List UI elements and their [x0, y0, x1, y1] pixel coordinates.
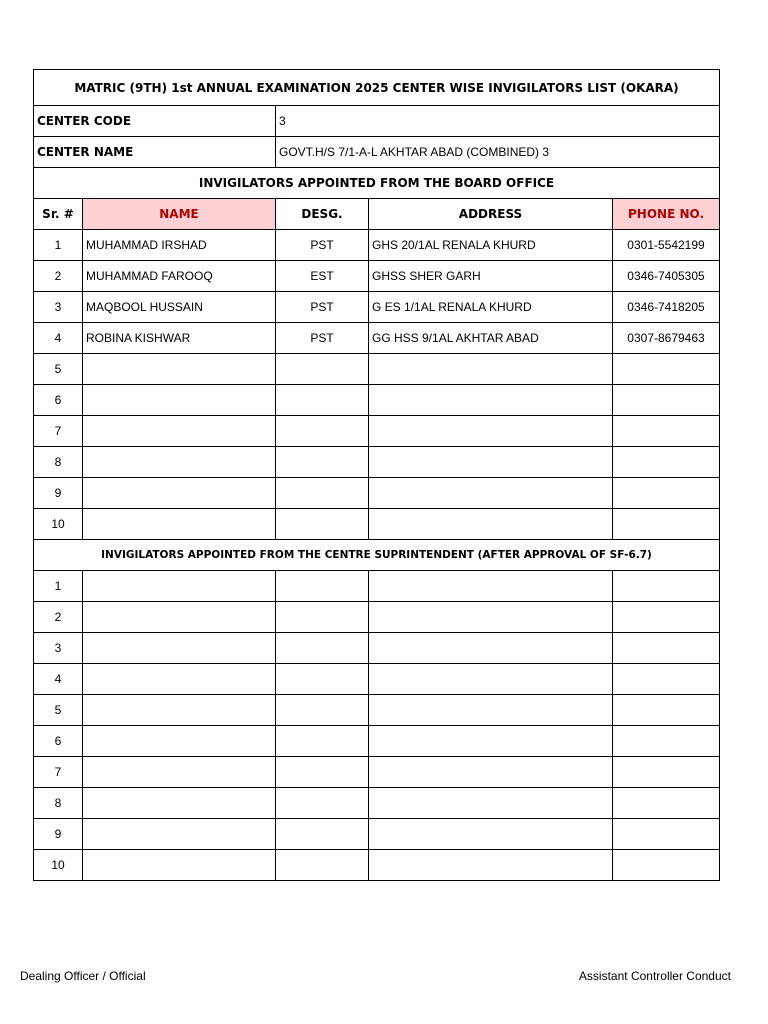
- phone-cell: 0307-8679463: [613, 323, 720, 354]
- sr-cell: 4: [34, 664, 83, 695]
- phone-cell: [613, 788, 720, 819]
- footer-assistant-controller: Assistant Controller Conduct: [578, 969, 731, 983]
- name-cell: [83, 664, 276, 695]
- table-row: [34, 292, 720, 323]
- phone-cell: [613, 385, 720, 416]
- name-cell: [83, 788, 276, 819]
- phone-cell: [613, 478, 720, 509]
- address-cell: [369, 354, 613, 385]
- desg-cell: PST: [276, 292, 369, 323]
- address-cell: [369, 819, 613, 850]
- name-cell: [83, 385, 276, 416]
- name-cell: MUHAMMAD IRSHAD: [83, 230, 276, 261]
- address-cell: [369, 788, 613, 819]
- phone-cell: [613, 633, 720, 664]
- sr-cell: 2: [34, 261, 83, 292]
- invigilators-sheet: [33, 69, 720, 881]
- table-row: [34, 602, 720, 633]
- address-cell: GG HSS 9/1AL AKHTAR ABAD: [369, 323, 613, 354]
- centre-section-row: [34, 540, 720, 571]
- document-title: MATRIC (9TH) 1st ANNUAL EXAMINATION 2025 CENTER WISE INVIGILATORS LIST (OKARA): [34, 70, 720, 106]
- sr-cell: 9: [34, 478, 83, 509]
- header-row: [34, 199, 720, 230]
- desg-cell: [276, 633, 369, 664]
- table-row: [34, 695, 720, 726]
- address-cell: [369, 850, 613, 881]
- title-row: [34, 70, 720, 106]
- name-cell: [83, 757, 276, 788]
- address-cell: [369, 509, 613, 540]
- name-cell: [83, 509, 276, 540]
- center-name-label: CENTER NAME: [34, 137, 276, 168]
- name-cell: [83, 602, 276, 633]
- sr-cell: 8: [34, 447, 83, 478]
- desg-cell: [276, 695, 369, 726]
- sr-cell: 1: [34, 230, 83, 261]
- sr-cell: 7: [34, 757, 83, 788]
- address-cell: GHSS SHER GARH: [369, 261, 613, 292]
- sr-cell: 10: [34, 509, 83, 540]
- address-cell: [369, 664, 613, 695]
- desg-cell: [276, 478, 369, 509]
- table-row: [34, 354, 720, 385]
- table-row: [34, 478, 720, 509]
- phone-cell: 0346-7418205: [613, 292, 720, 323]
- address-cell: [369, 447, 613, 478]
- address-cell: G ES 1/1AL RENALA KHURD: [369, 292, 613, 323]
- phone-cell: [613, 695, 720, 726]
- desg-cell: [276, 571, 369, 602]
- header-phone: PHONE NO.: [613, 199, 720, 230]
- address-cell: [369, 633, 613, 664]
- address-cell: [369, 385, 613, 416]
- desg-cell: [276, 757, 369, 788]
- name-cell: [83, 354, 276, 385]
- footer-dealing-officer: Dealing Officer / Official: [20, 969, 146, 983]
- table-row: [34, 509, 720, 540]
- name-cell: [83, 447, 276, 478]
- name-cell: [83, 850, 276, 881]
- name-cell: [83, 478, 276, 509]
- sr-cell: 6: [34, 385, 83, 416]
- sr-cell: 3: [34, 292, 83, 323]
- name-cell: MUHAMMAD FAROOQ: [83, 261, 276, 292]
- table-row: [34, 850, 720, 881]
- name-cell: [83, 416, 276, 447]
- sr-cell: 9: [34, 819, 83, 850]
- table-row: [34, 323, 720, 354]
- sr-cell: 6: [34, 726, 83, 757]
- phone-cell: [613, 509, 720, 540]
- table-row: [34, 633, 720, 664]
- desg-cell: [276, 354, 369, 385]
- address-cell: [369, 726, 613, 757]
- header-name: NAME: [83, 199, 276, 230]
- table-row: [34, 230, 720, 261]
- sr-cell: 2: [34, 602, 83, 633]
- table-row: [34, 261, 720, 292]
- sr-cell: 4: [34, 323, 83, 354]
- address-cell: [369, 602, 613, 633]
- sr-cell: 10: [34, 850, 83, 881]
- table-row: [34, 819, 720, 850]
- address-cell: GHS 20/1AL RENALA KHURD: [369, 230, 613, 261]
- sr-cell: 1: [34, 571, 83, 602]
- center-name-row: [34, 137, 720, 168]
- center-code-row: [34, 106, 720, 137]
- address-cell: [369, 695, 613, 726]
- desg-cell: [276, 726, 369, 757]
- phone-cell: [613, 850, 720, 881]
- desg-cell: [276, 447, 369, 478]
- sr-cell: 5: [34, 695, 83, 726]
- name-cell: ROBINA KISHWAR: [83, 323, 276, 354]
- table-row: [34, 385, 720, 416]
- phone-cell: [613, 757, 720, 788]
- address-cell: [369, 571, 613, 602]
- phone-cell: [613, 726, 720, 757]
- desg-cell: [276, 509, 369, 540]
- center-code-label: CENTER CODE: [34, 106, 276, 137]
- table-row: [34, 726, 720, 757]
- board-section-row: [34, 168, 720, 199]
- table-row: [34, 664, 720, 695]
- table-row: [34, 447, 720, 478]
- phone-cell: [613, 819, 720, 850]
- phone-cell: 0346-7405305: [613, 261, 720, 292]
- desg-cell: PST: [276, 230, 369, 261]
- desg-cell: [276, 788, 369, 819]
- phone-cell: [613, 416, 720, 447]
- sr-cell: 5: [34, 354, 83, 385]
- table-row: [34, 416, 720, 447]
- table-row: [34, 757, 720, 788]
- board-section-title: INVIGILATORS APPOINTED FROM THE BOARD OFFICE: [34, 168, 720, 199]
- desg-cell: [276, 664, 369, 695]
- name-cell: [83, 571, 276, 602]
- address-cell: [369, 416, 613, 447]
- desg-cell: [276, 602, 369, 633]
- header-address: ADDRESS: [369, 199, 613, 230]
- phone-cell: [613, 354, 720, 385]
- desg-cell: [276, 385, 369, 416]
- sr-cell: 3: [34, 633, 83, 664]
- desg-cell: [276, 819, 369, 850]
- name-cell: [83, 695, 276, 726]
- address-cell: [369, 478, 613, 509]
- phone-cell: [613, 447, 720, 478]
- desg-cell: PST: [276, 323, 369, 354]
- table-row: [34, 788, 720, 819]
- name-cell: MAQBOOL HUSSAIN: [83, 292, 276, 323]
- center-code-value: 3: [276, 106, 720, 137]
- desg-cell: [276, 850, 369, 881]
- name-cell: [83, 726, 276, 757]
- address-cell: [369, 757, 613, 788]
- phone-cell: [613, 571, 720, 602]
- phone-cell: [613, 602, 720, 633]
- desg-cell: [276, 416, 369, 447]
- table-row: [34, 571, 720, 602]
- header-sr: Sr. #: [34, 199, 83, 230]
- name-cell: [83, 819, 276, 850]
- name-cell: [83, 633, 276, 664]
- header-desg: DESG.: [276, 199, 369, 230]
- centre-section-title: INVIGILATORS APPOINTED FROM THE CENTRE SUPRINTENDENT (AFTER APPROVAL OF SF-6.7): [34, 540, 720, 571]
- phone-cell: [613, 664, 720, 695]
- sr-cell: 8: [34, 788, 83, 819]
- phone-cell: 0301-5542199: [613, 230, 720, 261]
- center-name-value: GOVT.H/S 7/1-A-L AKHTAR ABAD (COMBINED) 3: [276, 137, 720, 168]
- sr-cell: 7: [34, 416, 83, 447]
- desg-cell: EST: [276, 261, 369, 292]
